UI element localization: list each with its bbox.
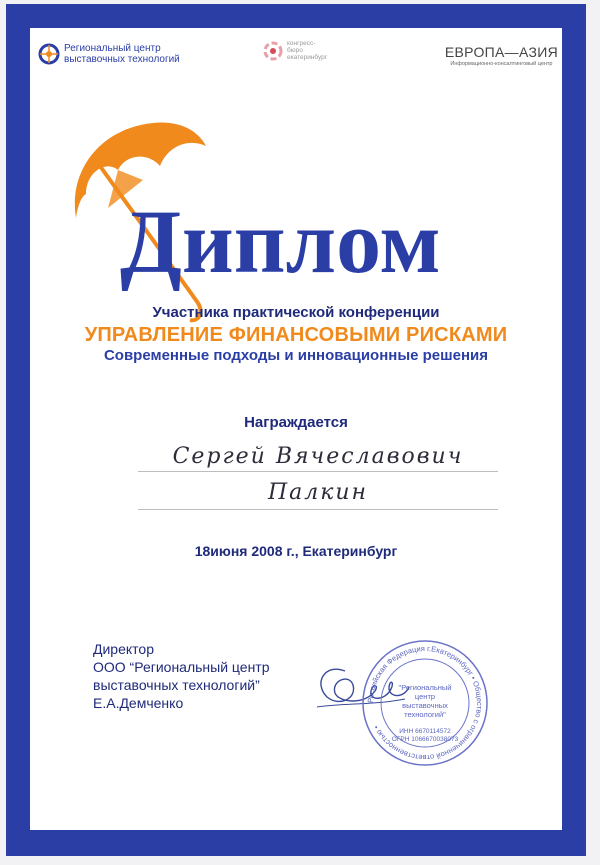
stamp-ogrn: ОГРН 1066670038073 [391,736,459,743]
name-underline-2 [138,509,498,510]
congress-bureau-line3: екатеринбург [287,54,328,61]
director-name: Е.А.Демченко [93,695,184,711]
name-underline-1 [138,471,498,472]
conference-name: УПРАВЛЕНИЕ ФИНАНСОВЫМИ РИСКАМИ [84,324,508,346]
organization-stamp [360,638,490,768]
stamp-center-2: центр [414,692,436,701]
director-role: Директор [93,641,154,657]
europe-asia-logo [445,44,558,67]
participant-subtitle: Участника практической конференции [152,304,440,321]
congress-bureau-logo [263,40,327,61]
certificate-frame [6,4,586,856]
director-block [93,640,270,712]
europe-asia-name: ЕВРОПА—АЗИЯ [444,44,558,60]
rcvt-logo-line1: Региональный центр [64,43,161,54]
director-org-line2: выставочных технологий” [93,677,260,693]
date-place: 18июня 2008 г., Екатеринбург [194,543,398,559]
stamp-inn: ИНН 6670114572 [399,728,451,735]
certificate-sheet [30,28,562,830]
europe-asia-subtitle: Информационно-консалтинговый центр [450,61,553,67]
diploma-title: Диплом [120,193,441,292]
congress-bureau-icon [263,41,283,61]
conference-subtitle: Современные подходы и инновационные решения [103,347,489,364]
stamp-center-3: выставочных [402,701,448,710]
recipient-first-name: Сергей Вячеславович [172,444,464,469]
rcvt-logo-line2: выставочных технологий [64,54,180,65]
awarded-label: Награждается [244,414,348,431]
stamp-center-4: технологий" [404,710,446,719]
recipient-surname: Палкин [267,480,369,505]
rcvt-logo-icon [38,43,60,65]
stamp-ring-text: Российская Федерация г.Екатеринбург • Общество с ограниченной ответственностью • [365,643,485,763]
director-org-line1: ООО “Региональный центр [93,659,270,675]
rcvt-logo [38,43,180,65]
stamp-center-1: "Региональный [398,683,452,692]
congress-bureau-line1: конгресс- [287,40,316,47]
congress-bureau-line2: бюро [287,47,303,54]
